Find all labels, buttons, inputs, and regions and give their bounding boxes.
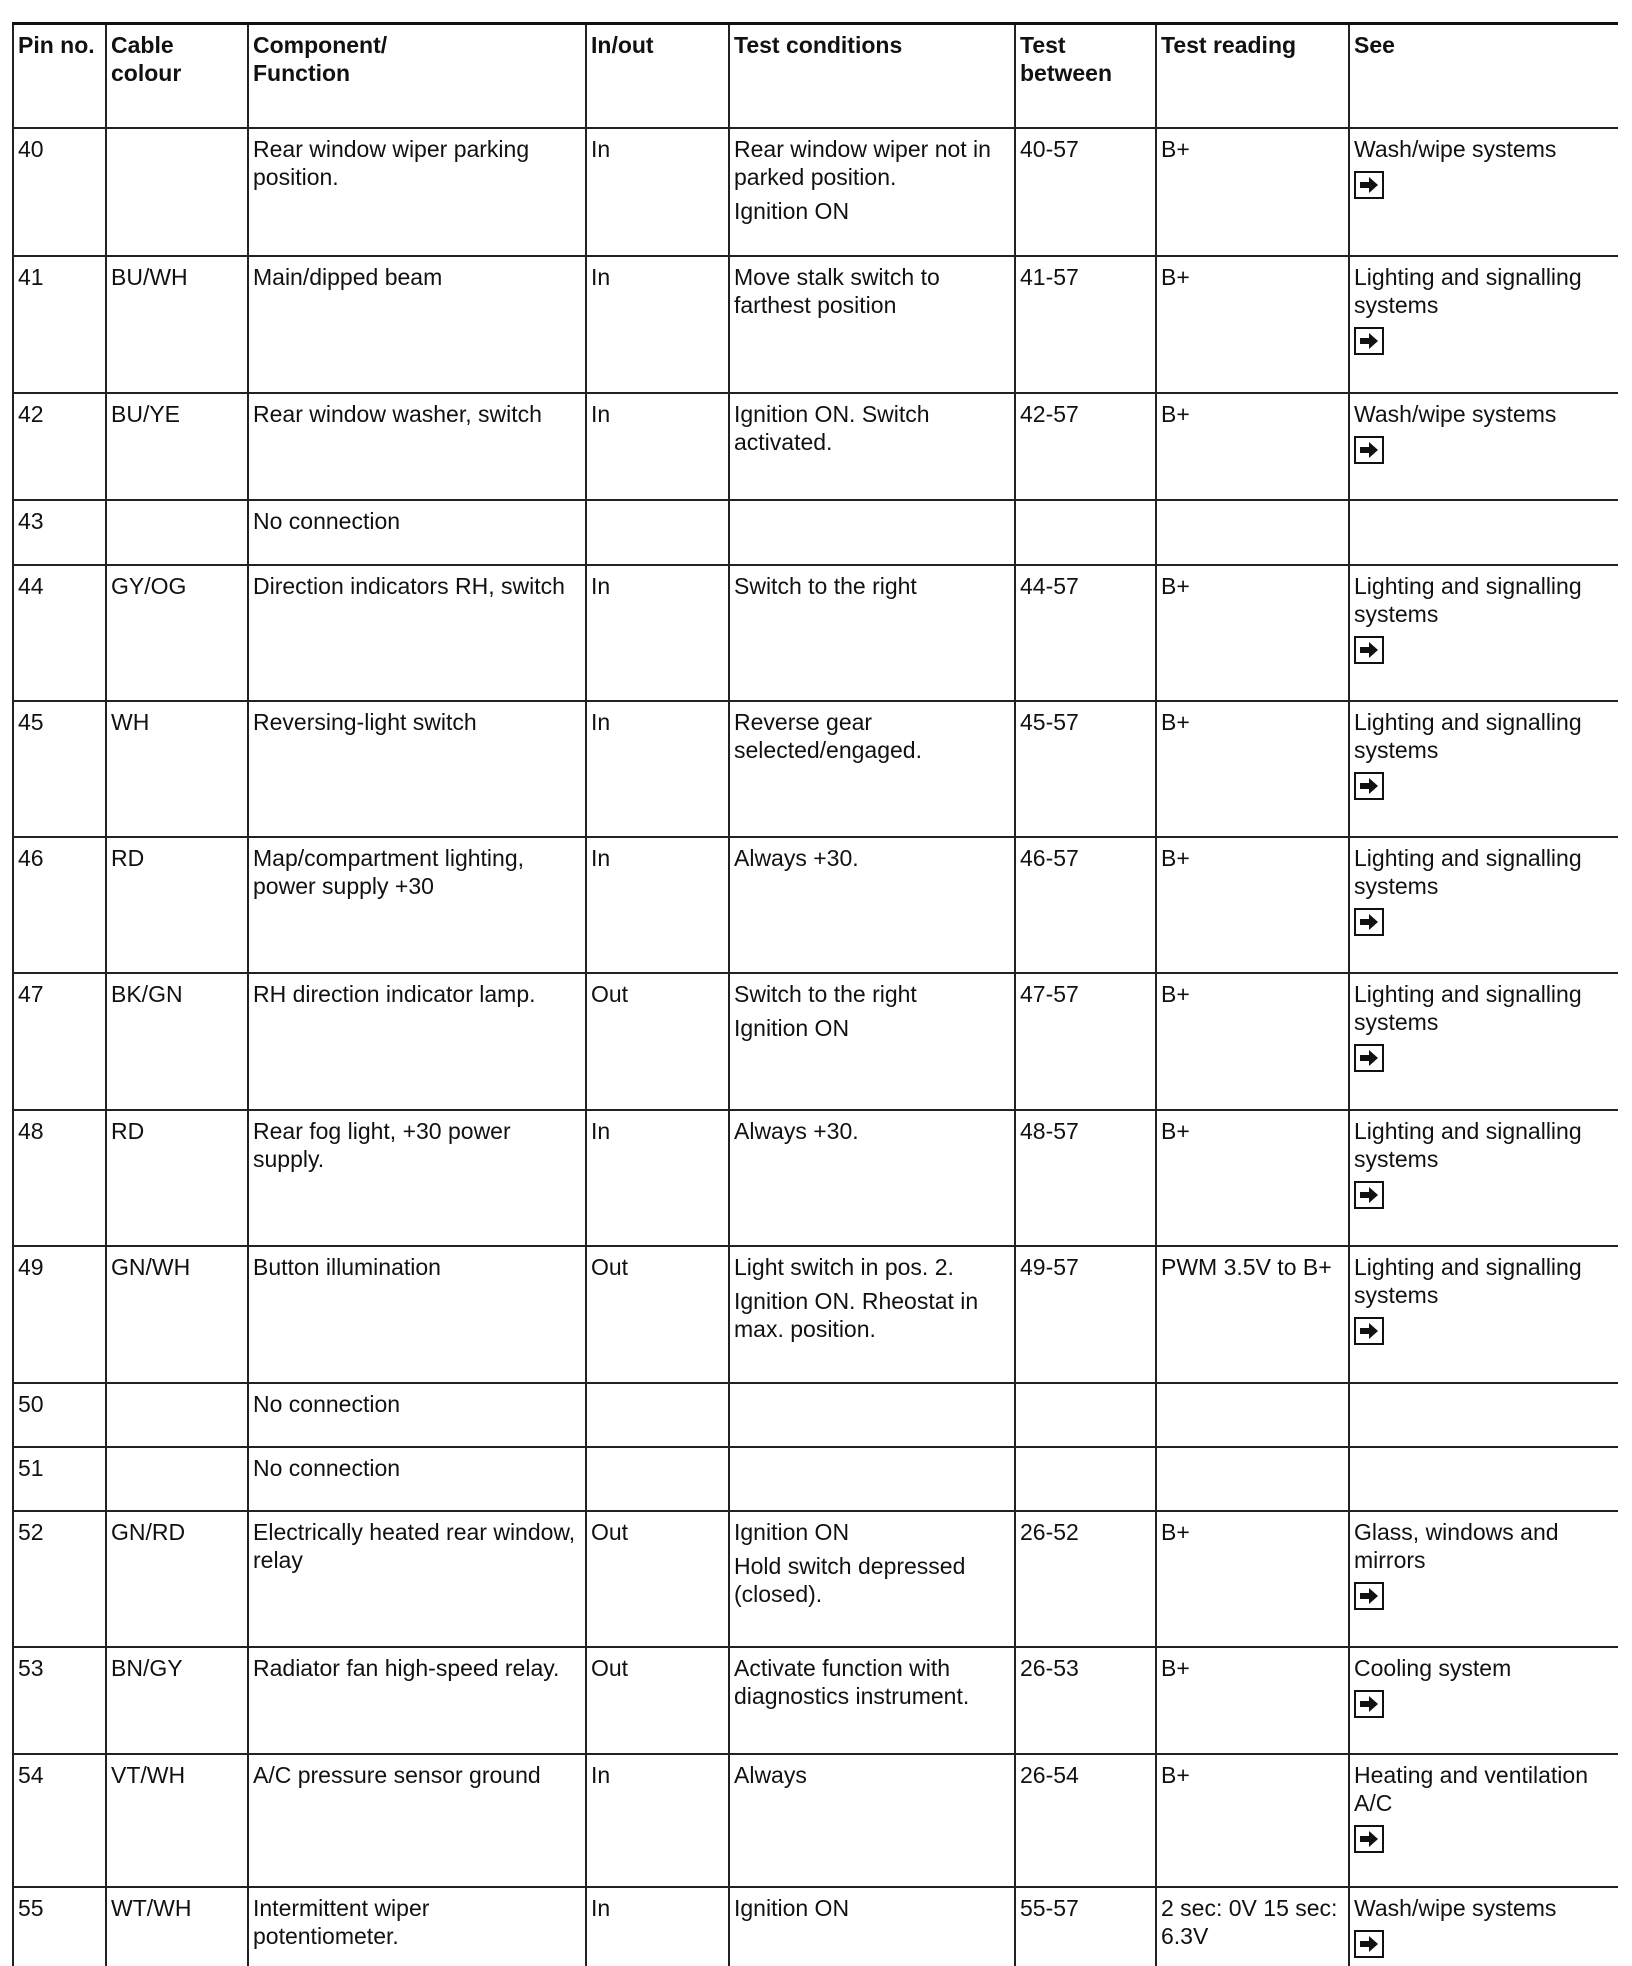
- header-see: See: [1349, 24, 1618, 129]
- test-conditions-cell: [729, 128, 1015, 256]
- cable-colour-cell: [106, 500, 248, 565]
- table-row: [13, 500, 1618, 565]
- test-conditions-cell: [729, 1246, 1015, 1383]
- test-between-cell: 55-57: [1015, 1887, 1156, 1966]
- inout-cell: In: [586, 1887, 729, 1966]
- cable-colour-cell: RD: [106, 1110, 248, 1246]
- see-reference-text: Lighting and signalling systems: [1354, 845, 1582, 899]
- reference-arrow-icon[interactable]: [1354, 1690, 1384, 1718]
- inout-cell: In: [586, 1754, 729, 1887]
- test-reading-cell: [1156, 1447, 1349, 1511]
- cable-colour-cell: WH: [106, 701, 248, 837]
- component-cell: No connection: [248, 500, 586, 565]
- component-cell: No connection: [248, 1383, 586, 1447]
- see-reference-cell: [1349, 565, 1618, 701]
- inout-cell: In: [586, 256, 729, 393]
- inout-cell: In: [586, 837, 729, 973]
- test-condition-line: Always +30.: [734, 845, 859, 871]
- test-between-cell: 26-54: [1015, 1754, 1156, 1887]
- test-condition-line: Move stalk switch to farthest position: [734, 264, 940, 318]
- cable-colour-cell: [106, 128, 248, 256]
- component-cell: Rear window wiper parking position.: [248, 128, 586, 256]
- component-cell: Main/dipped beam: [248, 256, 586, 393]
- see-reference-cell: [1349, 1887, 1618, 1966]
- reference-arrow-icon[interactable]: [1354, 436, 1384, 464]
- inout-cell: Out: [586, 1246, 729, 1383]
- header-cable: Cable colour: [106, 24, 248, 129]
- test-reading-cell: [1156, 1383, 1349, 1447]
- pin-cell: 40: [13, 128, 106, 256]
- test-reading-cell: B+: [1156, 565, 1349, 701]
- test-condition-line: Ignition ON: [734, 1895, 850, 1921]
- inout-cell: [586, 1447, 729, 1511]
- test-reading-cell: B+: [1156, 1647, 1349, 1754]
- see-reference-cell: [1349, 837, 1618, 973]
- table-row: [13, 1383, 1618, 1447]
- cable-colour-cell: RD: [106, 837, 248, 973]
- component-cell: Radiator fan high-speed relay.: [248, 1647, 586, 1754]
- test-between-cell: [1015, 1447, 1156, 1511]
- table-row: [13, 128, 1618, 256]
- test-between-cell: 45-57: [1015, 701, 1156, 837]
- see-reference-cell: [1349, 1511, 1618, 1647]
- test-conditions-cell: [729, 701, 1015, 837]
- test-reading-cell: B+: [1156, 1110, 1349, 1246]
- see-reference-text: Wash/wipe systems: [1354, 136, 1557, 162]
- pin-cell: 47: [13, 973, 106, 1110]
- component-cell: Rear window washer, switch: [248, 393, 586, 500]
- pin-cell: 53: [13, 1647, 106, 1754]
- test-reading-cell: [1156, 500, 1349, 565]
- cable-colour-cell: VT/WH: [106, 1754, 248, 1887]
- test-conditions-cell: [729, 1110, 1015, 1246]
- see-reference-cell: [1349, 500, 1618, 565]
- test-condition-line: Light switch in pos. 2.: [734, 1254, 954, 1280]
- test-between-cell: 47-57: [1015, 973, 1156, 1110]
- test-conditions-cell: [729, 973, 1015, 1110]
- reference-arrow-icon[interactable]: [1354, 772, 1384, 800]
- pin-assignment-table: [12, 22, 1618, 1966]
- test-reading-cell: B+: [1156, 973, 1349, 1110]
- inout-cell: [586, 500, 729, 565]
- test-between-cell: 42-57: [1015, 393, 1156, 500]
- table-row: [13, 256, 1618, 393]
- table-row: [13, 1511, 1618, 1647]
- test-conditions-cell: [729, 1511, 1015, 1647]
- see-reference-text: Lighting and signalling systems: [1354, 1254, 1582, 1308]
- pin-cell: 48: [13, 1110, 106, 1246]
- see-reference-cell: [1349, 1383, 1618, 1447]
- test-condition-line: Ignition ON: [734, 1519, 850, 1545]
- table-header-row: [13, 24, 1618, 129]
- reference-arrow-icon[interactable]: [1354, 1930, 1384, 1958]
- table-row: [13, 393, 1618, 500]
- test-between-cell: 26-52: [1015, 1511, 1156, 1647]
- inout-cell: In: [586, 1110, 729, 1246]
- test-condition-line: Always: [734, 1762, 807, 1788]
- see-reference-text: Lighting and signalling systems: [1354, 264, 1582, 318]
- cable-colour-cell: GN/WH: [106, 1246, 248, 1383]
- header-pin: Pin no.: [13, 24, 106, 129]
- reference-arrow-icon[interactable]: [1354, 1044, 1384, 1072]
- see-reference-cell: [1349, 1246, 1618, 1383]
- pin-table-page: [12, 22, 1617, 1966]
- test-conditions-cell: [729, 500, 1015, 565]
- see-reference-cell: [1349, 1647, 1618, 1754]
- test-condition-line: Hold switch depressed (closed).: [734, 1553, 966, 1607]
- test-conditions-cell: [729, 1887, 1015, 1966]
- component-cell: Button illumination: [248, 1246, 586, 1383]
- test-reading-cell: B+: [1156, 837, 1349, 973]
- header-conditions: Test conditions: [729, 24, 1015, 129]
- see-reference-cell: [1349, 1754, 1618, 1887]
- test-conditions-cell: [729, 565, 1015, 701]
- see-reference-cell: [1349, 1447, 1618, 1511]
- pin-cell: 46: [13, 837, 106, 973]
- inout-cell: Out: [586, 973, 729, 1110]
- component-cell: Reversing-light switch: [248, 701, 586, 837]
- inout-cell: In: [586, 128, 729, 256]
- header-component-line1: Component/: [253, 32, 388, 58]
- test-reading-cell: 2 sec: 0V 15 sec: 6.3V: [1156, 1887, 1349, 1966]
- see-reference-text: Lighting and signalling systems: [1354, 709, 1582, 763]
- see-reference-text: Heating and ventilation A/C: [1354, 1762, 1588, 1816]
- cable-colour-cell: BU/WH: [106, 256, 248, 393]
- test-between-cell: [1015, 500, 1156, 565]
- cable-colour-cell: BN/GY: [106, 1647, 248, 1754]
- test-conditions-cell: [729, 1754, 1015, 1887]
- test-between-cell: 46-57: [1015, 837, 1156, 973]
- pin-cell: 43: [13, 500, 106, 565]
- reference-arrow-icon[interactable]: [1354, 1825, 1384, 1853]
- reference-arrow-icon[interactable]: [1354, 1317, 1384, 1345]
- test-conditions-cell: [729, 393, 1015, 500]
- component-cell: Intermittent wiper potentiometer.: [248, 1887, 586, 1966]
- cable-colour-cell: BK/GN: [106, 973, 248, 1110]
- test-conditions-cell: [729, 1447, 1015, 1511]
- inout-cell: In: [586, 565, 729, 701]
- test-reading-cell: B+: [1156, 1754, 1349, 1887]
- test-conditions-cell: [729, 256, 1015, 393]
- test-between-cell: 48-57: [1015, 1110, 1156, 1246]
- pin-cell: 52: [13, 1511, 106, 1647]
- table-row: [13, 1647, 1618, 1754]
- table-row: [13, 837, 1618, 973]
- table-row: [13, 1246, 1618, 1383]
- header-inout: In/out: [586, 24, 729, 129]
- test-reading-cell: PWM 3.5V to B+: [1156, 1246, 1349, 1383]
- see-reference-cell: [1349, 128, 1618, 256]
- table-row: [13, 701, 1618, 837]
- see-reference-text: Lighting and signalling systems: [1354, 573, 1582, 627]
- header-between: Test between: [1015, 24, 1156, 129]
- inout-cell: Out: [586, 1511, 729, 1647]
- see-reference-cell: [1349, 256, 1618, 393]
- cable-colour-cell: [106, 1383, 248, 1447]
- see-reference-text: Wash/wipe systems: [1354, 401, 1557, 427]
- reference-arrow-icon[interactable]: [1354, 1181, 1384, 1209]
- test-between-cell: 44-57: [1015, 565, 1156, 701]
- component-cell: RH direction indicator lamp.: [248, 973, 586, 1110]
- see-reference-cell: [1349, 393, 1618, 500]
- table-row: [13, 1887, 1618, 1966]
- table-row: [13, 1447, 1618, 1511]
- test-condition-line: Ignition ON: [734, 198, 850, 224]
- component-cell: Electrically heated rear window, relay: [248, 1511, 586, 1647]
- reference-arrow-icon[interactable]: [1354, 908, 1384, 936]
- inout-cell: In: [586, 701, 729, 837]
- see-reference-text: Lighting and signalling systems: [1354, 981, 1582, 1035]
- pin-cell: 51: [13, 1447, 106, 1511]
- reference-arrow-icon[interactable]: [1354, 327, 1384, 355]
- test-conditions-cell: [729, 1383, 1015, 1447]
- pin-cell: 49: [13, 1246, 106, 1383]
- test-between-cell: 40-57: [1015, 128, 1156, 256]
- test-condition-line: Ignition ON: [734, 1015, 850, 1041]
- table-row: [13, 1110, 1618, 1246]
- test-reading-cell: B+: [1156, 128, 1349, 256]
- test-between-cell: [1015, 1383, 1156, 1447]
- reference-arrow-icon[interactable]: [1354, 636, 1384, 664]
- cable-colour-cell: [106, 1447, 248, 1511]
- test-conditions-cell: [729, 837, 1015, 973]
- component-cell: No connection: [248, 1447, 586, 1511]
- pin-cell: 41: [13, 256, 106, 393]
- see-reference-text: Cooling system: [1354, 1655, 1512, 1681]
- test-reading-cell: B+: [1156, 393, 1349, 500]
- test-condition-line: Switch to the right: [734, 981, 917, 1007]
- pin-cell: 55: [13, 1887, 106, 1966]
- test-condition-line: Ignition ON. Rheostat in max. position.: [734, 1288, 979, 1342]
- table-row: [13, 973, 1618, 1110]
- pin-cell: 54: [13, 1754, 106, 1887]
- header-component-line2: Function: [253, 60, 351, 86]
- pin-cell: 44: [13, 565, 106, 701]
- test-conditions-cell: [729, 1647, 1015, 1754]
- test-condition-line: Ignition ON. Switch activated.: [734, 401, 930, 455]
- table-row: [13, 1754, 1618, 1887]
- pin-cell: 45: [13, 701, 106, 837]
- test-reading-cell: B+: [1156, 256, 1349, 393]
- test-reading-cell: B+: [1156, 1511, 1349, 1647]
- see-reference-cell: [1349, 701, 1618, 837]
- see-reference-text: Wash/wipe systems: [1354, 1895, 1557, 1921]
- pin-cell: 50: [13, 1383, 106, 1447]
- cable-colour-cell: WT/WH: [106, 1887, 248, 1966]
- cable-colour-cell: GN/RD: [106, 1511, 248, 1647]
- test-between-cell: 26-53: [1015, 1647, 1156, 1754]
- cable-colour-cell: BU/YE: [106, 393, 248, 500]
- test-condition-line: Always +30.: [734, 1118, 859, 1144]
- table-row: [13, 565, 1618, 701]
- header-component: [248, 24, 586, 129]
- test-condition-line: Rear window wiper not in parked position.: [734, 136, 991, 190]
- see-reference-text: Glass, windows and mirrors: [1354, 1519, 1559, 1573]
- test-condition-line: Activate function with diagnostics instrument.: [734, 1655, 970, 1709]
- test-reading-cell: B+: [1156, 701, 1349, 837]
- test-condition-line: Reverse gear selected/engaged.: [734, 709, 922, 763]
- test-condition-line: Switch to the right: [734, 573, 917, 599]
- see-reference-cell: [1349, 973, 1618, 1110]
- test-between-cell: 49-57: [1015, 1246, 1156, 1383]
- component-cell: Rear fog light, +30 power supply.: [248, 1110, 586, 1246]
- cable-colour-cell: GY/OG: [106, 565, 248, 701]
- inout-cell: In: [586, 393, 729, 500]
- header-reading: Test reading: [1156, 24, 1349, 129]
- test-between-cell: 41-57: [1015, 256, 1156, 393]
- reference-arrow-icon[interactable]: [1354, 1582, 1384, 1610]
- see-reference-text: Lighting and signalling systems: [1354, 1118, 1582, 1172]
- inout-cell: [586, 1383, 729, 1447]
- component-cell: A/C pressure sensor ground: [248, 1754, 586, 1887]
- component-cell: Map/compartment lighting, power supply +30: [248, 837, 586, 973]
- see-reference-cell: [1349, 1110, 1618, 1246]
- reference-arrow-icon[interactable]: [1354, 171, 1384, 199]
- pin-cell: 42: [13, 393, 106, 500]
- inout-cell: Out: [586, 1647, 729, 1754]
- component-cell: Direction indicators RH, switch: [248, 565, 586, 701]
